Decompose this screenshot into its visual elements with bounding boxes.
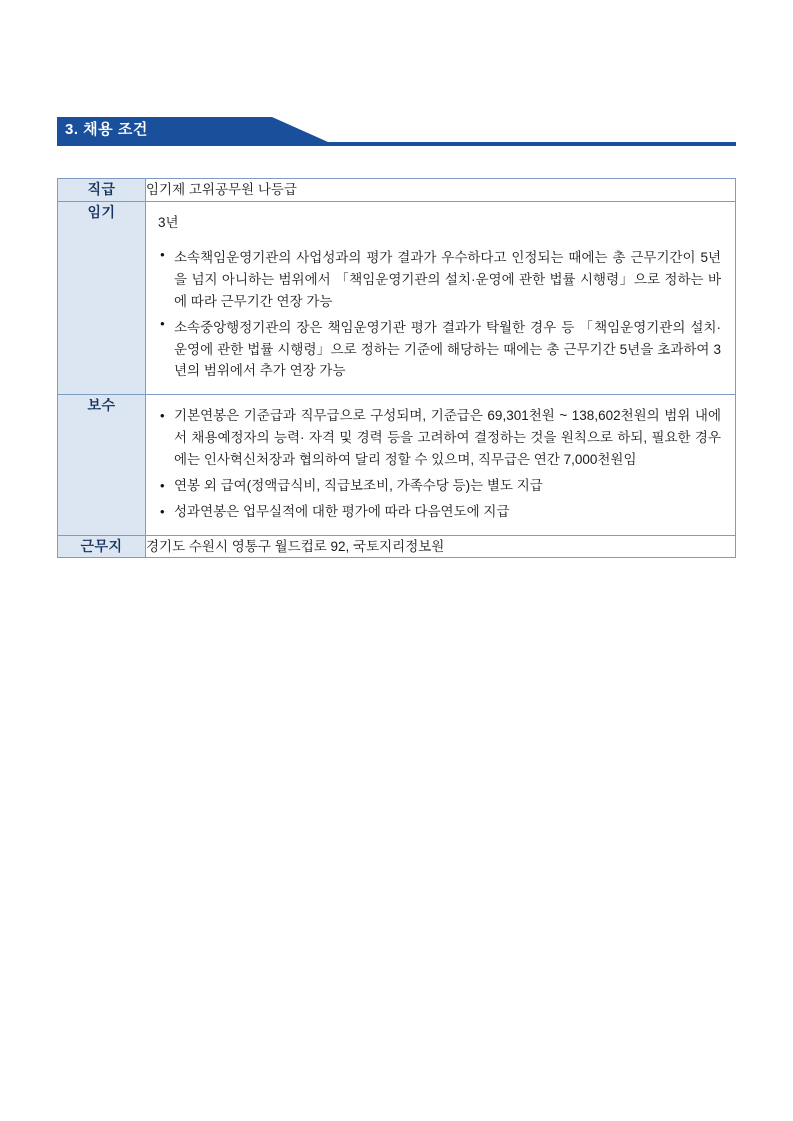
row-label-grade: 직급 — [58, 179, 146, 202]
row-value-pay — [146, 395, 736, 535]
worksite-text: 경기도 수원시 영통구 월드컵로 92, 국토지리정보원 — [146, 538, 445, 554]
list-item: • 연봉 외 급여(정액급식비, 직급보조비, 가족수당 등)는 별도 지급 — [158, 475, 721, 497]
table-row — [58, 201, 736, 395]
row-label-worksite: 근무지 — [58, 535, 146, 558]
list-item: • 성과연봉은 업무실적에 대한 평가에 따라 다음연도에 지급 — [158, 501, 721, 523]
section-heading-rule-thin — [57, 145, 736, 146]
row-value-worksite — [146, 535, 736, 558]
row-label-pay: 보수 — [58, 395, 146, 535]
table-row — [58, 395, 736, 535]
grade-text: 임기제 고위공무원 나등급 — [146, 182, 297, 197]
list-item: ● 소속중앙행정기관의 장은 책임운영기관 평가 결과가 탁월한 경우 등 「책임운영기관의 설치·운영에 관한 법률 시행령」으로 정하는 기준에 해당하는 때에는 총 근무기간 5년을 초과하여 3년의 범위에서 추가 연장 가능 — [158, 317, 721, 383]
table-row — [58, 535, 736, 558]
row-value-term — [146, 201, 736, 395]
pay-bullet-list — [158, 405, 721, 522]
term-bullet-list — [158, 247, 721, 382]
section-heading-wedge — [272, 117, 328, 142]
section-heading-text: 3. 채용 조건 — [65, 121, 148, 138]
term-duration-text: 3년 — [158, 214, 179, 230]
section-heading — [57, 117, 736, 145]
table-row — [58, 179, 736, 202]
list-item: • 기본연봉은 기준급과 직무급으로 구성되며, 기준급은 69,301천원 ~ 138,602천원의 범위 내에서 채용예정자의 능력· 자격 및 경력 등을 고려하여 결정하는 것을 원칙으로 하되, 필요한 경우에는 인사혁신처장과 협의하여 달리 정할 수 있으며, 직무급은 연간 7,000천원임 — [158, 405, 721, 471]
row-label-term: 임기 — [58, 201, 146, 395]
list-item: ● 소속책임운영기관의 사업성과의 평가 결과가 우수하다고 인정되는 때에는 총 근무기간이 5년을 넘지 아니하는 범위에서 「책임운영기관의 설치·운영에 관한 법률 시행령」으로 정하는 바에 따라 근무기간 연장 가능 — [158, 247, 721, 313]
recruitment-conditions-table — [57, 178, 736, 558]
section-heading-banner — [57, 117, 272, 142]
row-value-grade — [146, 179, 736, 202]
